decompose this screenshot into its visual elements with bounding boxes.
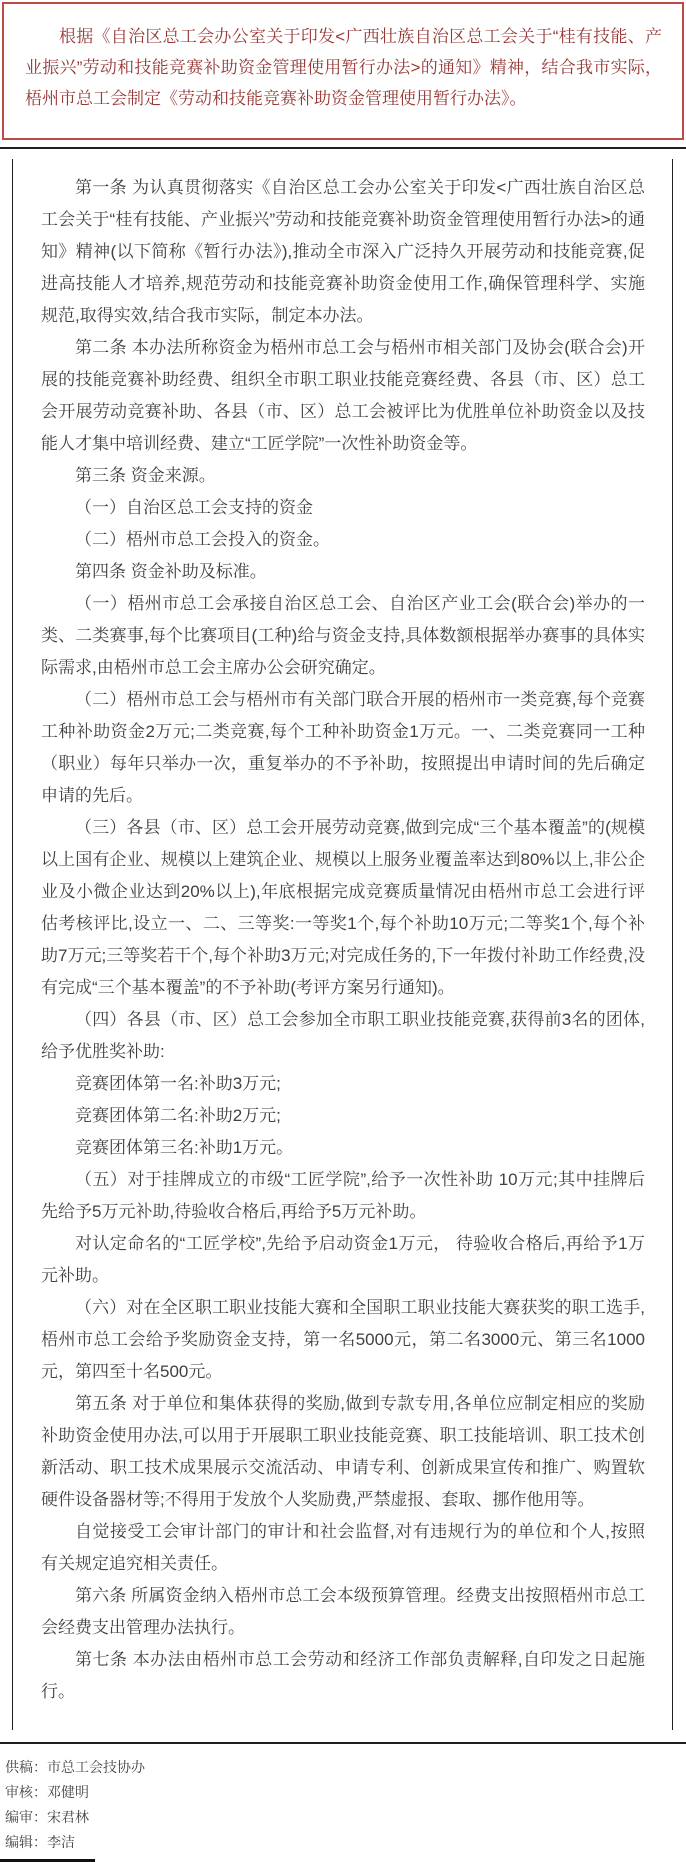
credit-label: 编辑：	[5, 1834, 47, 1850]
doc-paragraph: 竞赛团体第二名:补助2万元;	[75, 1106, 281, 1125]
credit-label: 审核：	[5, 1784, 47, 1800]
doc-paragraph: 第六条 所属资金纳入梧州市总工会本级预算管理。经费支出按照梧州市总工会经费支出管理办法执行。	[41, 1586, 645, 1637]
credit-label: 编审：	[5, 1809, 47, 1825]
top-divider	[0, 147, 686, 149]
doc-paragraph: 第五条 对于单位和集体获得的奖励,做到专款专用,各单位应制定相应的奖励补助资金使用办法,可以用于开展职工职业技能竞赛、职工技能培训、职工技术创新活动、职工技术成果展示交流活动、申请专利、创新成果宣传和推广、购置软硬件设备器材等;不得用于发放个人奖励费,严禁虚报、套取、挪作他用等。	[41, 1394, 645, 1509]
credit-value: 邓健明	[47, 1784, 89, 1800]
doc-paragraph: 竞赛团体第三名:补助1万元。	[75, 1138, 294, 1157]
doc-paragraph: 第二条 本办法所称资金为梧州市总工会与梧州市相关部门及协会(联合会)开展的技能竞赛补助经费、组织全市职工职业技能竞赛经费、各县（市、区）总工会开展劳动竞赛补助、各县（市、区）总工会被评比为优胜单位补助资金以及技能人才集中培训经费、建立“工匠学院”一次性补助资金等。	[41, 338, 645, 453]
credit-value: 市总工会技协办	[47, 1759, 145, 1775]
credit-line-editor	[5, 1834, 676, 1851]
doc-paragraph: 第一条 为认真贯彻落实《自治区总工会办公室关于印发<广西壮族自治区总工会关于“桂有技能、产业振兴”劳动和技能竞赛补助资金管理使用暂行办法>的通知》精神(以下简称《暂行办法》),推动全市深入广泛持久开展劳动和技能竞赛,促进高技能人才培养,规范劳动和技能竞赛补助资金使用工作,确保管理科学、实施规范,取得实效,结合我市实际，制定本办法。	[41, 178, 645, 325]
credit-value: 宋君林	[47, 1809, 89, 1825]
doc-paragraph: （五）对于挂牌成立的市级“工匠学院”,给予一次性补助 10万元;其中挂牌后先给予5万元补助,待验收合格后,再给予5万元补助。	[41, 1170, 645, 1221]
doc-paragraph: （二）梧州市总工会投入的资金。	[75, 530, 330, 549]
doc-paragraph: （六）对在全区职工职业技能大赛和全国职工职业技能大赛获奖的职工选手,梧州市总工会给予奖励资金支持，第一名5000元，第二名3000元、第三名1000元，第四至十名500元。	[41, 1298, 645, 1381]
doc-paragraph: （四）各县（市、区）总工会参加全市职工职业技能竞赛,获得前3名的团体,给予优胜奖补助:	[41, 1010, 645, 1061]
intro-box	[2, 2, 684, 140]
intro-text: 根据《自治区总工会办公室关于印发<广西壮族自治区总工会关于“桂有技能、产业振兴”劳动和技能竞赛补助资金管理使用暂行办法>的通知》精神，结合我市实际，梧州市总工会制定《劳动和技能竞赛补助资金管理使用暂行办法》。	[25, 27, 662, 108]
doc-paragraph: 对认定命名的“工匠学校”,先给予启动资金1万元， 待验收合格后,再给予1万元补助。	[41, 1234, 645, 1285]
doc-paragraph: 第三条 资金来源。	[75, 466, 216, 485]
doc-paragraph: （三）各县（市、区）总工会开展劳动竞赛,做到完成“三个基本覆盖”的(规模以上国有企业、规模以上建筑企业、规模以上服务业覆盖率达到80%以上,非公企业及小微企业达到20%以上),年底根据完成竞赛质量情况由梧州市总工会进行评估考核评比,设立一、二、三等奖:一等奖1个,每个补助10万元;二等奖1个,每个补助7万元;三等奖若干个,每个补助3万元;对完成任务的,下一年拨付补助工作经费,没有完成“三个基本覆盖”的不予补助(考评方案另行通知)。	[41, 818, 645, 997]
doc-paragraph: 第四条 资金补助及标准。	[75, 562, 267, 581]
document-body	[12, 159, 673, 1730]
doc-paragraph: （一）梧州市总工会承接自治区总工会、自治区产业工会(联合会)举办的一类、二类赛事,每个比赛项目(工种)给与资金支持,具体数额根据举办赛事的具体实际需求,由梧州市总工会主席办公会研究确定。	[41, 594, 645, 677]
credit-line-reviewer	[5, 1784, 676, 1801]
article-page	[0, 2, 686, 1862]
credit-value: 李洁	[47, 1834, 75, 1850]
doc-paragraph: 第七条 本办法由梧州市总工会劳动和经济工作部负责解释,自印发之日起施行。	[41, 1650, 645, 1701]
doc-paragraph: （二）梧州市总工会与梧州市有关部门联合开展的梧州市一类竞赛,每个竞赛工种补助资金2万元;二类竞赛,每个工种补助资金1万元。一、二类竞赛同一工种（职业）每年只举办一次，重复举办的不予补助，按照提出申请时间的先后确定申请的先后。	[41, 690, 645, 805]
credit-line-contributor	[5, 1759, 676, 1776]
credit-label: 供稿：	[5, 1759, 47, 1775]
credit-line-senior-editor	[5, 1809, 676, 1826]
doc-paragraph: 竞赛团体第一名:补助3万元;	[75, 1074, 281, 1093]
doc-paragraph: （一）自治区总工会支持的资金	[75, 498, 313, 517]
credits-footer	[0, 1744, 686, 1851]
doc-paragraph: 自觉接受工会审计部门的审计和社会监督,对有违规行为的单位和个人,按照有关规定追究相关责任。	[41, 1522, 645, 1573]
